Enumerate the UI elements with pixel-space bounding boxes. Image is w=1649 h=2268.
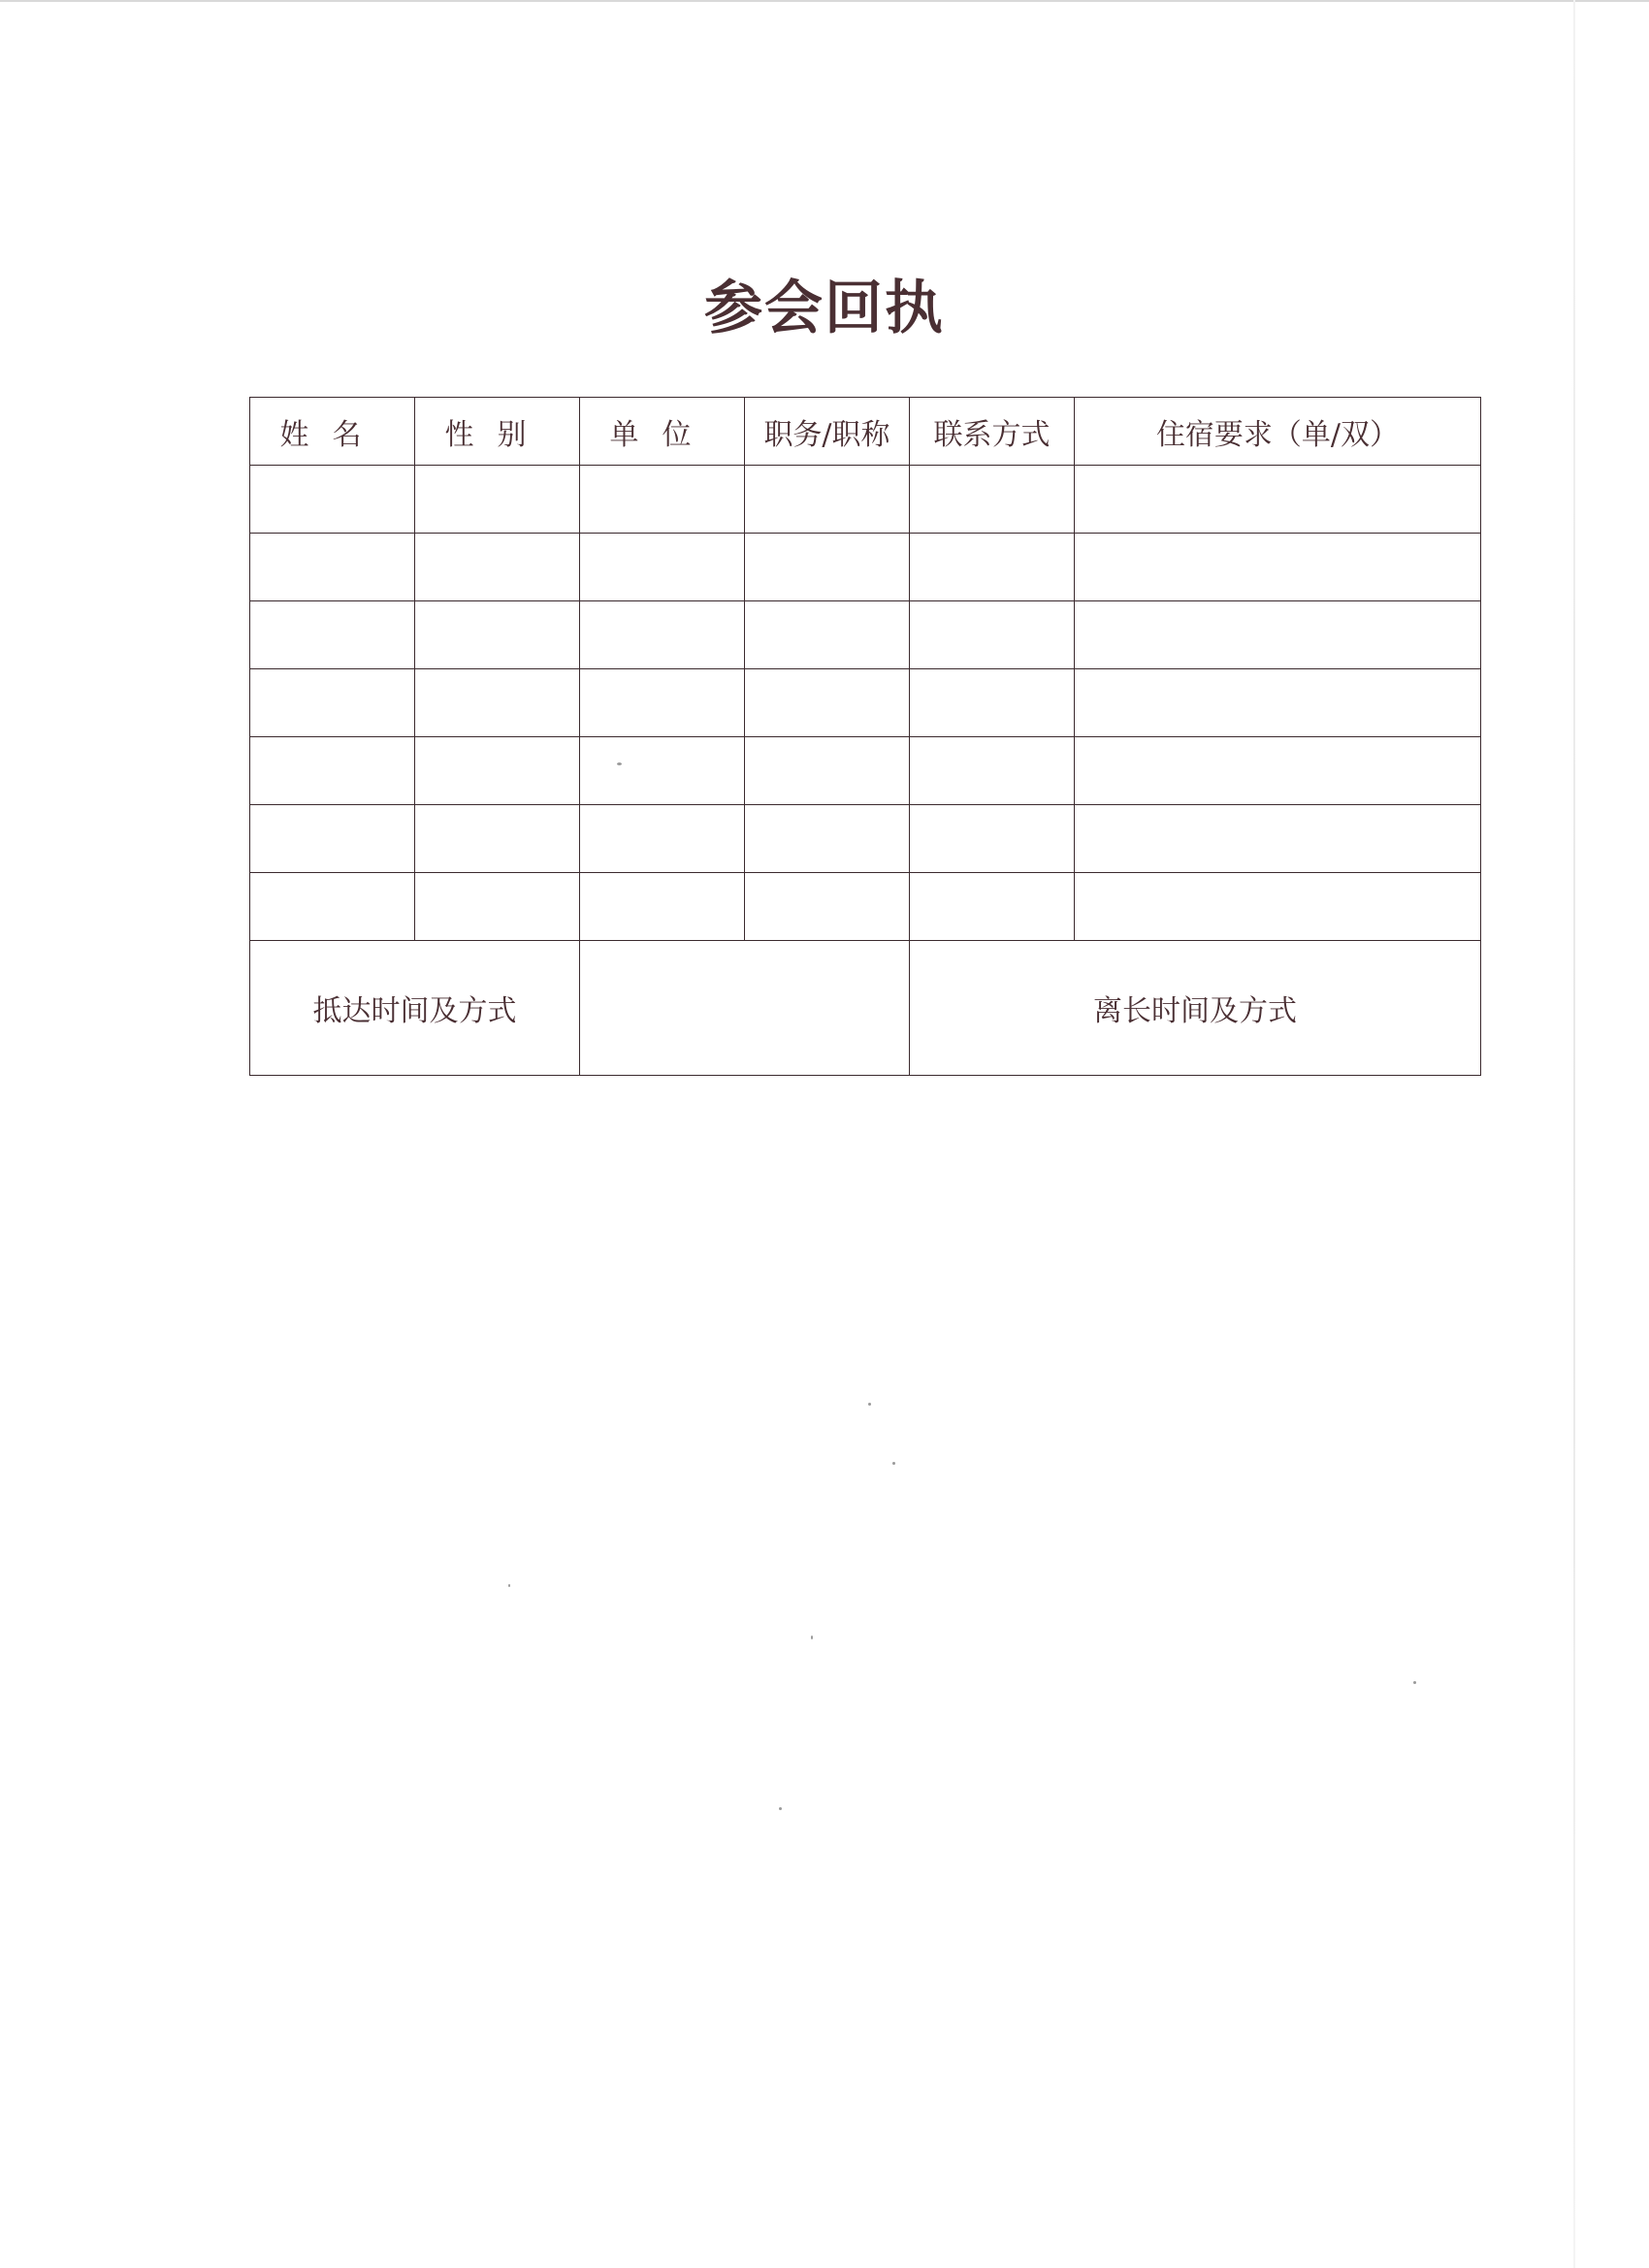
cell-name[interactable] (250, 601, 415, 669)
cell-position[interactable] (745, 601, 910, 669)
cell-gender[interactable] (415, 534, 580, 601)
header-cell-name: 姓名 (250, 398, 415, 466)
cell-gender[interactable] (415, 737, 580, 805)
table-row (250, 534, 1481, 601)
cell-name[interactable] (250, 873, 415, 941)
cell-accommodation[interactable] (1075, 873, 1481, 941)
header-cell-organization: 单位 (580, 398, 745, 466)
scan-top-edge (0, 0, 1649, 2)
cell-gender[interactable] (415, 873, 580, 941)
registration-table (249, 397, 1481, 1076)
cell-contact[interactable] (910, 669, 1075, 737)
header-row (250, 398, 1481, 466)
cell-organization[interactable] (580, 669, 745, 737)
cell-contact[interactable] (910, 737, 1075, 805)
table-row (250, 601, 1481, 669)
table-row (250, 737, 1481, 805)
cell-name[interactable] (250, 669, 415, 737)
cell-gender[interactable] (415, 601, 580, 669)
table-row (250, 466, 1481, 534)
table-row (250, 669, 1481, 737)
cell-name[interactable] (250, 466, 415, 534)
cell-name[interactable] (250, 534, 415, 601)
cell-gender[interactable] (415, 466, 580, 534)
cell-contact[interactable] (910, 805, 1075, 873)
arrival-value[interactable] (580, 941, 910, 1076)
cell-contact[interactable] (910, 466, 1075, 534)
cell-accommodation[interactable] (1075, 601, 1481, 669)
header-cell-contact: 联系方式 (910, 398, 1075, 466)
header-cell-position: 职务/职称 (745, 398, 910, 466)
cell-organization[interactable] (580, 737, 745, 805)
cell-accommodation[interactable] (1075, 534, 1481, 601)
table-row (250, 873, 1481, 941)
table-row (250, 805, 1481, 873)
cell-position[interactable] (745, 466, 910, 534)
page-title: 参会回执 (704, 275, 945, 342)
departure-label: 离长时间及方式 (910, 941, 1481, 1076)
cell-position[interactable] (745, 805, 910, 873)
cell-organization[interactable] (580, 805, 745, 873)
cell-contact[interactable] (910, 873, 1075, 941)
header-cell-gender: 性别 (415, 398, 580, 466)
cell-accommodation[interactable] (1075, 466, 1481, 534)
cell-organization[interactable] (580, 534, 745, 601)
cell-gender[interactable] (415, 805, 580, 873)
cell-organization[interactable] (580, 466, 745, 534)
cell-position[interactable] (745, 873, 910, 941)
cell-accommodation[interactable] (1075, 805, 1481, 873)
cell-position[interactable] (745, 534, 910, 601)
footer-row (250, 941, 1481, 1076)
cell-contact[interactable] (910, 534, 1075, 601)
arrival-label: 抵达时间及方式 (250, 941, 580, 1076)
cell-contact[interactable] (910, 601, 1075, 669)
cell-gender[interactable] (415, 669, 580, 737)
cell-accommodation[interactable] (1075, 669, 1481, 737)
cell-organization[interactable] (580, 601, 745, 669)
cell-organization[interactable] (580, 873, 745, 941)
cell-position[interactable] (745, 737, 910, 805)
table-body (250, 398, 1481, 1076)
cell-name[interactable] (250, 737, 415, 805)
header-cell-accommodation: 住宿要求（单/双） (1075, 398, 1481, 466)
cell-position[interactable] (745, 669, 910, 737)
cell-accommodation[interactable] (1075, 737, 1481, 805)
cell-name[interactable] (250, 805, 415, 873)
